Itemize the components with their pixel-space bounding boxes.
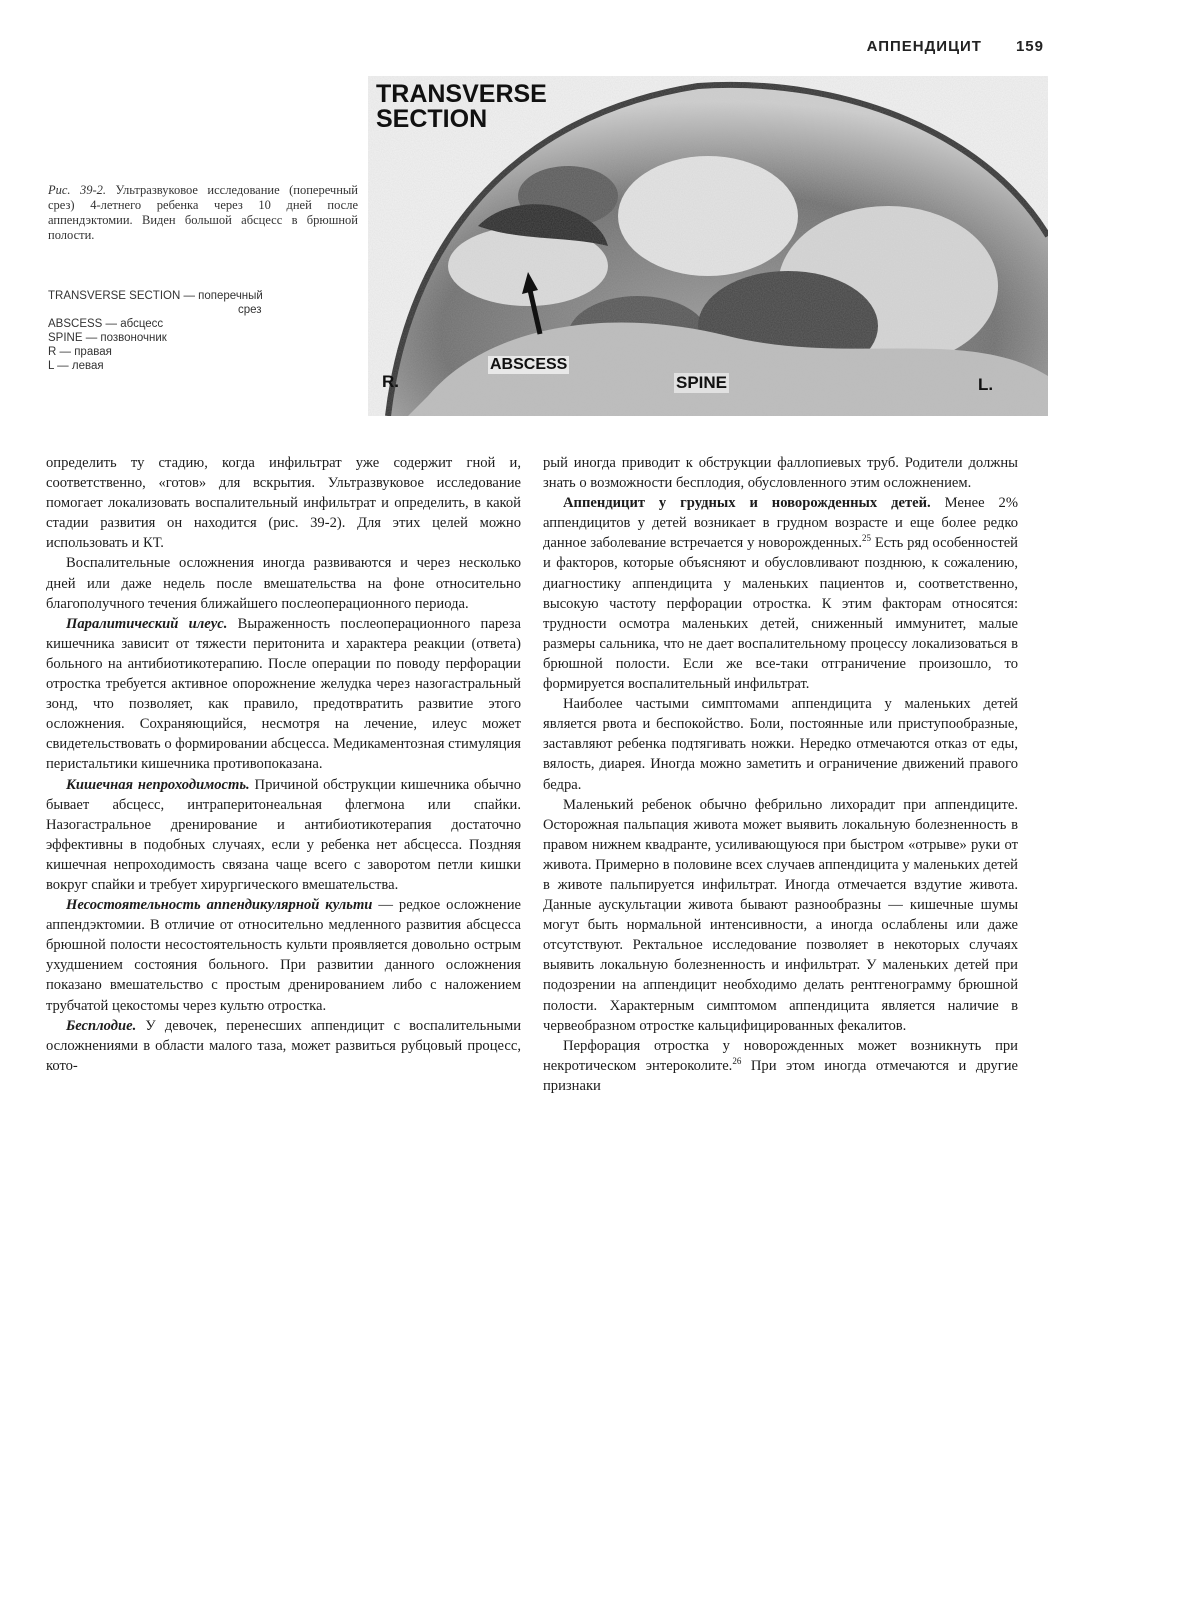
running-header <box>867 38 1044 55</box>
paragraph-text: У девочек, перенесших аппендицит с воспалительными осложнениями в области малого таза, может развиться рубцовый процесс, кото- <box>46 1017 521 1074</box>
figure-caption <box>48 183 358 243</box>
paragraph <box>46 775 521 896</box>
paragraph-text: Выраженность послеоперационного пареза кишечника зависит от тяжести перитонита и характера реакции (ответа) больного на антибиотикотерапию. После операции по поводу перфорации отростка требуется активное опорожнение желудка через назогастральный зонд, что позволяет, как правило, предотвратить развитие этого осложнения. Сохраняющийся, несмотря на лечение, илеус может свидетельствовать о формировании абсцесса. Медикаментозная стимуляция перистальтики кишечника противопоказана. <box>46 615 522 773</box>
paragraph <box>543 1036 1018 1096</box>
figure-legend <box>48 289 348 373</box>
label-left: L. <box>978 375 994 394</box>
paragraph-text: Причиной обструкции кишечника обычно бывает абсцесс, интраперитонеальная флегмона или спайки. Назогастральное дренирование и антибиотикотерапия достаточно эффективны в подобных случаях, если у ребенка нет абсцесса. Поздняя кишечная непроходимость связана чаще всего с заворотом петли кишки вокруг спайки и требует хирургического вмешательства. <box>46 776 522 893</box>
label-abscess: ABSCESS <box>490 356 568 373</box>
section-heading: Кишечная непроходимость. <box>66 776 250 793</box>
paragraph <box>46 614 521 775</box>
ultrasound-figure <box>368 76 1048 416</box>
paragraph <box>46 1016 521 1076</box>
footnote-ref: 26 <box>732 1055 742 1066</box>
section-heading: Несостоятельность аппендикулярной культи <box>66 897 373 914</box>
section-heading: Аппендицит у грудных и новорожденных детей. <box>563 495 931 512</box>
paragraph-text: — редкое осложнение аппендэктомии. В отличие от относительно медленного развития абсцесса брюшной полости несостоятельность культи проявляется довольно острым ухудшением состояния больного. При развитии данного осложнения показано вмешательство с простым дренированием либо с наложением трубчатой цекостомы через культю отростка. <box>46 897 522 1014</box>
caption-text: Ультразвуковое исследование (поперечный срез) 4-летнего ребенка через 10 дней после аппендэктомии. Виден большой абсцесс в брюшной полости. <box>48 183 358 242</box>
figure-title-line1: TRANSVERSE <box>376 80 547 108</box>
paragraph-text: При этом иногда отмечаются и другие признаки <box>543 1057 1018 1094</box>
legend-item: срез <box>238 304 262 316</box>
paragraph-text: Менее 2% аппендицитов у детей возникает в грудном возрасте и еще более редко данное заболевание встречается у новорожденных. <box>543 495 1018 552</box>
legend-item: SPINE — позвоночник <box>48 332 167 344</box>
paragraph <box>543 493 1018 694</box>
section-heading: Бесплодие. <box>66 1017 137 1034</box>
figure-title-line2: SECTION <box>376 105 488 133</box>
chapter-title: АППЕНДИЦИТ <box>866 38 982 55</box>
text-column-right <box>543 453 1018 1096</box>
paragraph: Воспалительные осложнения иногда развиваются и через несколько дней или даже недель после вмешательства на фоне относительно благополучного течения ближайшего послеоперационного периода. <box>46 555 521 612</box>
legend-item: TRANSVERSE SECTION — поперечный <box>48 290 263 302</box>
page-number: 159 <box>1015 38 1044 55</box>
paragraph: Маленький ребенок обычно фебрильно лихорадит при аппендиците. Осторожная пальпация живота может выявить локальную болезненность в правом нижнем квадранте, усиливающуюся при быстром «отрыве» руки от живота. Примерно в половине всех случаев аппендицита у маленьких детей в животе пальпируется инфильтрат. Иногда отмечается вздутие живота. Данные аускультации живота бывают разнообразны — кишечные шумы могут быть нормальной интенсивности, а иногда ослаблены или даже отсутствуют. Ректальное исследование позволяет в некоторых случаях выявить локальную болезненность и инфильтрат. У маленьких детей при подозрении на аппендицит необходимо делать рентгенограмму брюшной полости. Характерным симптомом аппендицита является наличие в червеобразном отростке кальцифицированных фекалитов. <box>543 796 1018 1034</box>
figure-title <box>376 82 547 132</box>
text-column-left <box>46 453 521 1076</box>
paragraph: определить ту стадию, когда инфильтрат уже содержит гной и, соответственно, «готов» для вскрытия. Ультразвуковое исследование помогает локализовать воспалительный инфильтрат и определить, в какой стадии развития он находится (рис. 39-2). Для этих целей можно использовать и КТ. <box>46 455 521 552</box>
footnote-ref: 25 <box>862 533 872 544</box>
section-heading: Паралитический илеус. <box>66 615 228 632</box>
paragraph: Наиболее частыми симптомами аппендицита у маленьких детей является рвота и беспокойство. Боли, постоянные или приступообразные, заставляют ребенка подтягивать ножки. Нередко отмечаются отказ от еды, вялость, диарея. Иногда можно заметить и ограничение движений правого бедра. <box>543 696 1018 793</box>
label-right: R. <box>382 372 399 391</box>
legend-item: ABSCESS — абсцесс <box>48 318 164 330</box>
legend-item: R — правая <box>48 346 112 358</box>
paragraph-text: Перфорация отростка у новорожденных может возникнуть при некротическом энтероколите. <box>543 1037 1018 1074</box>
paragraph-text: Есть ряд особенностей и факторов, которые объясняют и обусловливают позднюю, к сожалению, диагностику аппендицита у маленьких пациентов и, соответственно, высокую частоту перфорации отростка. К этим факторам относятся: трудности осмотра маленьких детей, сниженный иммунитет, малые размеры сальника, что не дает воспалительному процессу локализоваться в брюшной полости. Если же все-таки отграничение произошло, то формируется воспалительный инфильтрат. <box>543 535 1018 693</box>
legend-item: L — левая <box>48 360 104 372</box>
label-spine: SPINE <box>676 373 728 392</box>
caption-ref: Рис. 39-2. <box>48 183 107 197</box>
paragraph: рый иногда приводит к обструкции фаллопиевых труб. Родители должны знать о возможности бесплодия, обусловленного этим осложнением. <box>543 455 1018 492</box>
paragraph <box>46 895 521 1016</box>
